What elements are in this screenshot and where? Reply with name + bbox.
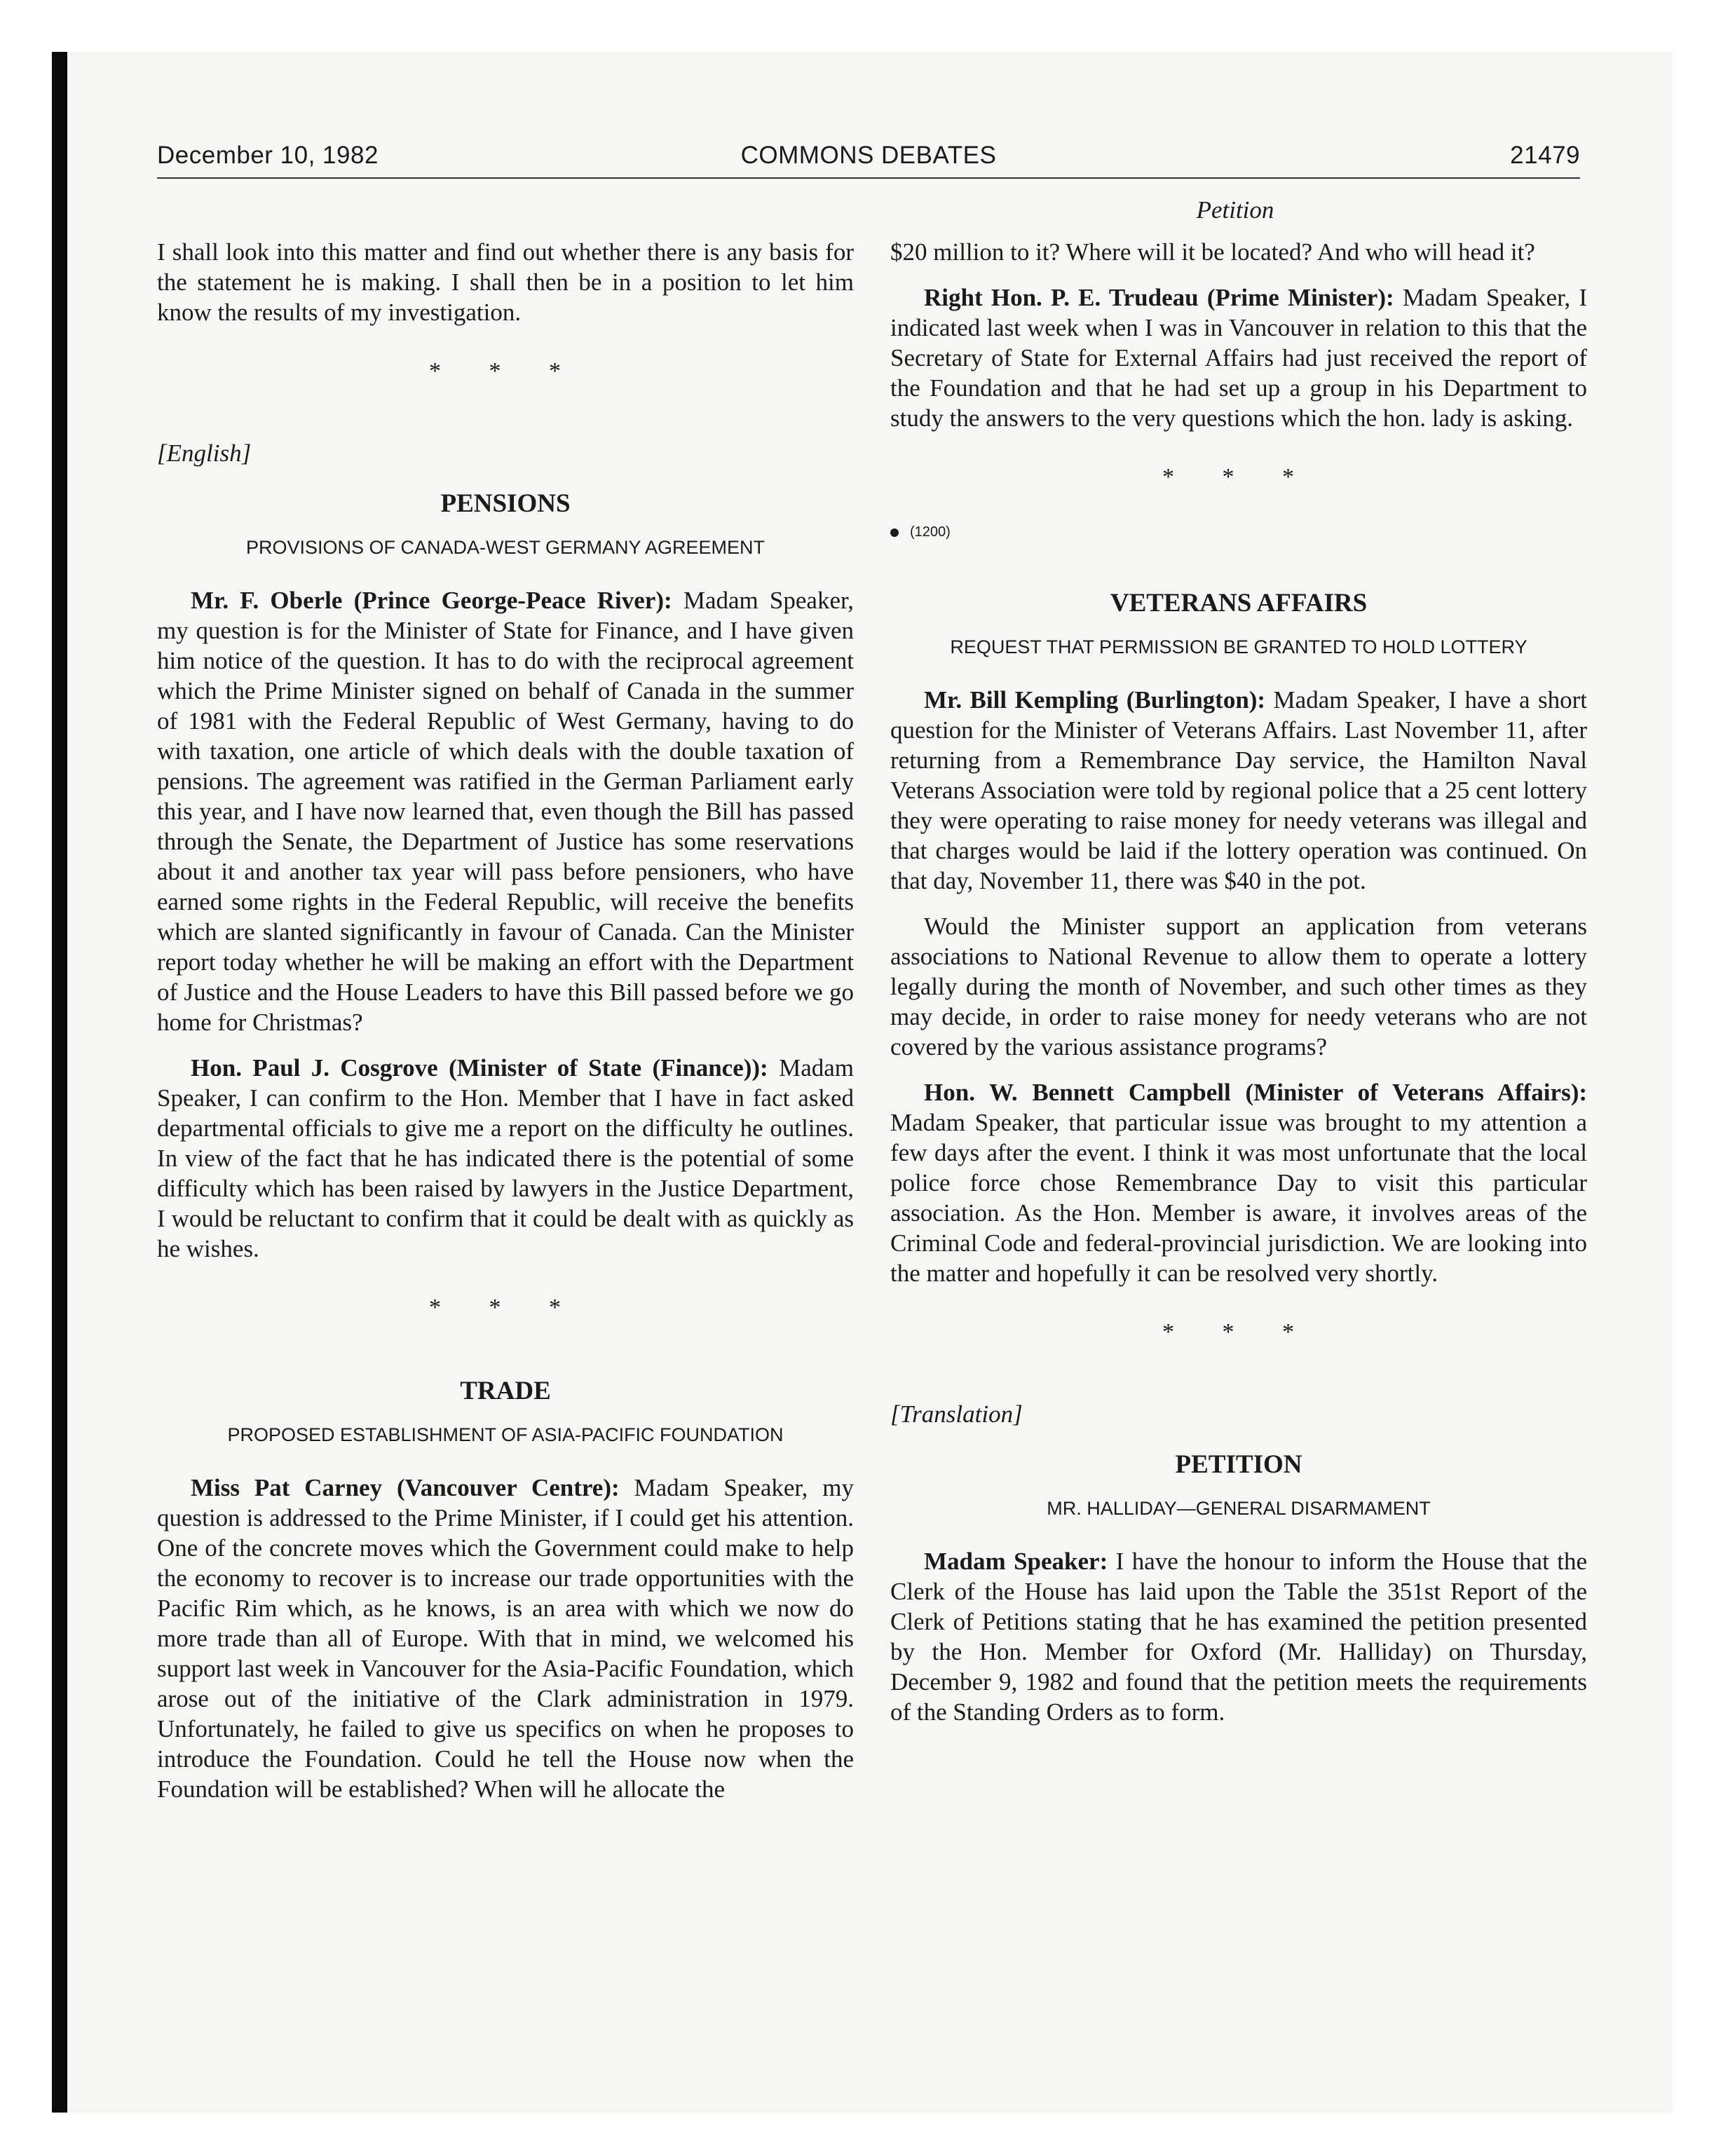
speech-trudeau bbox=[890, 282, 1587, 433]
speech-text: I have the honour to inform the House that the Clerk of the House has laid upon the Table the 351st Report of the Clerk of Petitions stating that he has examined the petition presented by the Hon. Member for Oxford (Mr. Halliday) on Thursday, December 9, 1982 and found that the petition meets the requirements of the Standing Orders as to form. bbox=[890, 1548, 1587, 1726]
scan-edge bbox=[52, 52, 67, 2113]
speech-campbell bbox=[890, 1077, 1587, 1288]
running-head: Petition bbox=[1196, 196, 1274, 224]
left-column bbox=[157, 237, 854, 1820]
speech-text: Madam Speaker, I have a short question for the Minister of Veterans Affairs. Last November 11, after returning from a Remembrance Day service, the Hamilton Naval Veterans Association were told by regional police that a 25 cent lottery they were operating to raise money for needy veterans was illegal and that charges would be laid if the lottery operation was continued. On that day, November 11, there was $40 in the pot. bbox=[890, 686, 1588, 894]
section-divider: * * * bbox=[429, 358, 582, 384]
speaker-name: Right Hon. P. E. Trudeau (Prime Minister): bbox=[924, 284, 1394, 311]
section-heading-pensions: PENSIONS bbox=[440, 489, 571, 518]
right-column bbox=[890, 237, 1587, 1742]
header-rule bbox=[157, 177, 1580, 179]
section-subheading-pensions: PROVISIONS OF CANADA-WEST GERMANY AGREEMENT bbox=[245, 537, 766, 558]
speech-text: Madam Speaker, that particular issue was brought to my attention a few days after the event. I think it was most unfortunate that the local police force chose Remembrance Day to visit this particular association. As the Hon. Member is aware, it involves areas of the Criminal Code and federal-provincial jurisdiction. We are looking into the matter and hopefully it can be resolved very shortly. bbox=[890, 1109, 1587, 1287]
speech-kempling-2: Would the Minister support an application from veterans associations to National Revenue to allow them to operate a lottery legally during the month of November, and such other times as they may decide, in order to raise money for needy veterans who are not covered by the various assistance programs? bbox=[890, 913, 1587, 1060]
speaker-name: Hon. Paul J. Cosgrove (Minister of State (Finance)): bbox=[191, 1054, 768, 1082]
speaker-name: Miss Pat Carney (Vancouver Centre): bbox=[191, 1474, 620, 1501]
section-heading-veterans: VETERANS AFFAIRS bbox=[1110, 589, 1368, 618]
section-divider: * * * bbox=[1162, 464, 1315, 490]
header-date: December 10, 1982 bbox=[157, 142, 379, 169]
section-divider: * * * bbox=[429, 1295, 582, 1321]
language-marker: [English] bbox=[157, 439, 252, 467]
speech-oberle bbox=[157, 585, 854, 1037]
language-marker: [Translation] bbox=[890, 1400, 1023, 1428]
page-header bbox=[157, 142, 1580, 177]
timestamp-text: (1200) bbox=[910, 524, 951, 540]
speaker-name: Mr. Bill Kempling (Burlington): bbox=[924, 686, 1266, 714]
bullet-icon bbox=[890, 528, 899, 537]
section-subheading-petition: MR. HALLIDAY—GENERAL DISARMAMENT bbox=[1047, 1498, 1431, 1519]
speaker-name: Mr. F. Oberle (Prince George-Peace River): bbox=[191, 587, 672, 614]
speaker-name: Madam Speaker: bbox=[924, 1548, 1108, 1575]
speech-text: Madam Speaker, my question is for the Minister of State for Finance, and I have given him notice of the question. It has to do with the reciprocal agreement which the Prime Minister signed on behalf of Canada in the summer of 1981 with the Federal Republic of West Germany, having to do with taxation, one article of which deals with the double taxation of pensions. The agreement was ratified in the German Parliament early this year, and I have now learned that, even though the Bill has passed through the Senate, the Department of Justice has some reservations about it and another tax year will pass before pensioners, who have earned some rights in the Federal Republic, will receive the benefits which are slanted significantly in favour of Canada. Can the Minister report today whether he will be making an effort with the Department of Justice and the House Leaders to have this Bill passed before we go home for Christmas? bbox=[157, 587, 854, 1036]
speech-kempling bbox=[890, 685, 1587, 896]
section-divider: * * * bbox=[1162, 1319, 1315, 1345]
speaker-name: Hon. W. Bennett Campbell (Minister of Veterans Affairs): bbox=[924, 1079, 1587, 1106]
section-heading-trade: TRADE bbox=[460, 1377, 551, 1405]
section-subheading-veterans: REQUEST THAT PERMISSION BE GRANTED TO HOLD LOTTERY bbox=[950, 636, 1528, 657]
speech-carney-continued: $20 million to it? Where will it be located? And who will head it? bbox=[890, 238, 1535, 266]
speech-text: Madam Speaker, I indicated last week when I was in Vancouver in relation to this that the Secretary of State for External Affairs had just received the report of the Foundation and that he had set up a group in his Department to study the answers to the very questions which the hon. lady is asking. bbox=[890, 284, 1587, 432]
speech-text: Madam Speaker, I can confirm to the Hon. Member that I have in fact asked departmental officials to give me a report on the difficulty he outlines. In view of the fact that he has indicated there is the potential of some difficulty which has been raised by lawyers in the Justice Department, I would be reluctant to confirm that it could be dealt with as quickly as he wishes. bbox=[157, 1054, 854, 1262]
speech-text: Madam Speaker, my question is addressed to the Prime Minister, if I could get his attention. One of the concrete moves which the Government could make to help the economy to recover is to increase our trade opportunities with the Pacific Rim which, as he knows, is an area with which we now do more trade than all of Europe. With that in mind, we welcomed his support last week in Vancouver for the Asia-Pacific Foundation, which arose out of the initiative of the Clark administration in 1979. Unfortunately, he failed to give us specifics on when he proposes to introduce the Foundation. Could he tell the House now when the Foundation will be established? When will he allocate the bbox=[157, 1474, 854, 1803]
timestamp-marker bbox=[890, 524, 1587, 540]
speech-cosgrove bbox=[157, 1053, 854, 1264]
section-heading-petition: PETITION bbox=[1175, 1450, 1302, 1479]
intro-paragraph: I shall look into this matter and find out whether there is any basis for the statement he is making. I shall then be in a position to let him know the results of my investigation. bbox=[157, 238, 854, 326]
section-subheading-trade: PROPOSED ESTABLISHMENT OF ASIA-PACIFIC FOUNDATION bbox=[227, 1424, 784, 1445]
speech-carney bbox=[157, 1473, 854, 1804]
speech-madam-speaker bbox=[890, 1546, 1587, 1727]
header-page-number: 21479 bbox=[1510, 142, 1580, 169]
header-publication: COMMONS DEBATES bbox=[740, 142, 997, 169]
